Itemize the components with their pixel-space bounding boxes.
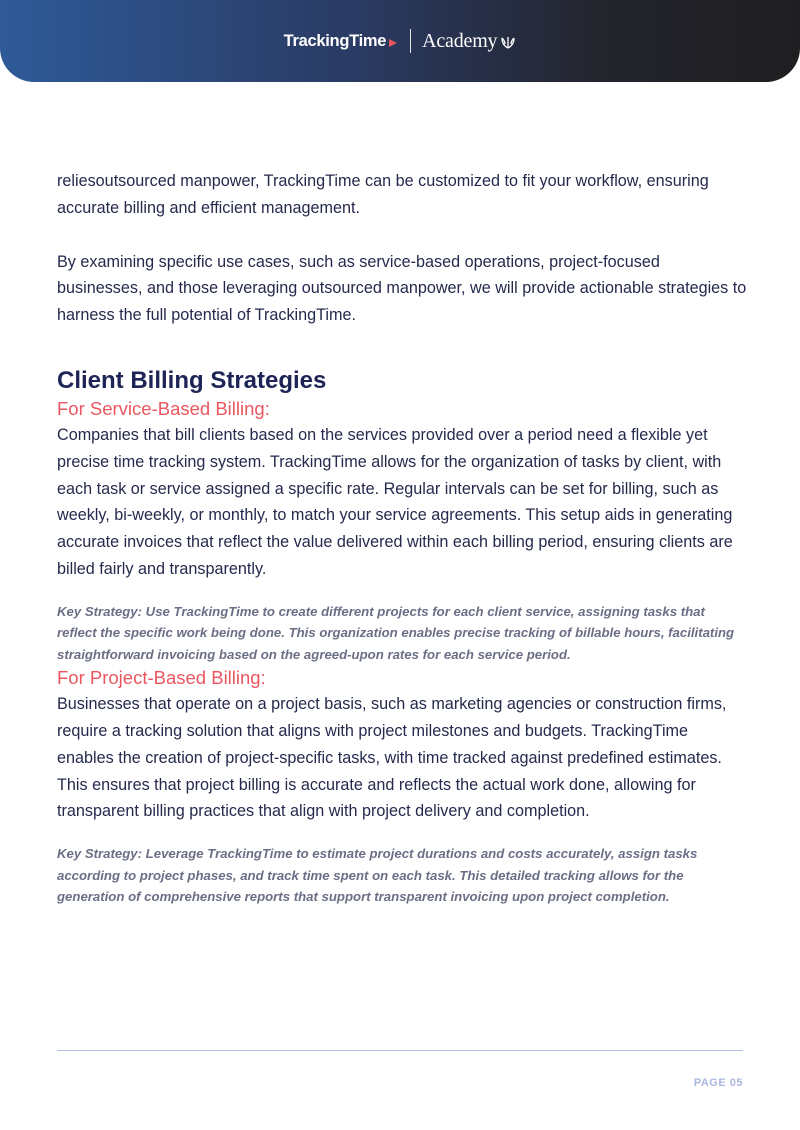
subsection-heading-project: For Project-Based Billing:	[57, 667, 266, 689]
paragraph-spacer	[57, 222, 747, 249]
brand-lockup	[0, 27, 800, 55]
academy-wordmark: Academy	[422, 29, 498, 52]
subsection-heading-service: For Service-Based Billing:	[57, 397, 270, 419]
intro-paragraph: By examining specific use cases, such as service-based operations, project-focused businesses, and those leveraging outsourced manpower, we will provide actionable strategies to harness the full potential of TrackingTime.	[57, 252, 747, 325]
subsection-body-service: Companies that bill clients based on the services provided over a period need a flexible yet precise time tracking system. TrackingTime allows for the organization of tasks by client, with each task or service assigned a specific rate. Regular intervals can be set for billing, such as weekly, bi-weekly, or monthly, to match your service agreements. This setup aids in generating accurate invoices that reflect the value delivered within each billing period, ensuring clients are billed fairly and transparently.	[57, 425, 733, 578]
subsection-body-project: Businesses that operate on a project basis, such as marketing agencies or construction firms, require a tracking solution that aligns with project milestones and budgets. TrackingTime enables the creation of project-specific tasks, with time tracked against predefined estimates. This ensures that project billing is accurate and reflects the actual work done, allowing for transparent billing practices that align with project delivery and completion.	[57, 695, 727, 821]
trackingtime-logo-text: TrackingTime	[283, 31, 387, 50]
key-strategy-project: Key Strategy: Leverage TrackingTime to estimate project durations and costs accurately, assign tasks according to project phases, and track time spent on each task. This detailed tracking allows for the generation of comprehensive reports that support transparent invoicing upon project completion.	[57, 846, 698, 905]
key-strategy-service: Key Strategy: Use TrackingTime to create different projects for each client service, assigning tasks that reflect the specific work being done. This organization enables precise tracking of billable hours, facilitating straightforward invoicing based on the agreed-upon rates for each service period.	[57, 603, 735, 662]
page-header	[0, 0, 800, 82]
play-mark-icon	[388, 38, 398, 48]
intro-paragraph: reliesoutsourced manpower, TrackingTime can be customized to fit your workflow, ensuring accurate billing and efficient management.	[57, 172, 709, 217]
section-title: Client Billing Strategies	[57, 366, 327, 394]
laurel-icon	[500, 35, 516, 49]
page-content	[57, 168, 747, 908]
brand-divider	[410, 29, 411, 53]
footer-divider	[57, 1050, 743, 1051]
page-number: PAGE 05	[693, 1077, 743, 1089]
